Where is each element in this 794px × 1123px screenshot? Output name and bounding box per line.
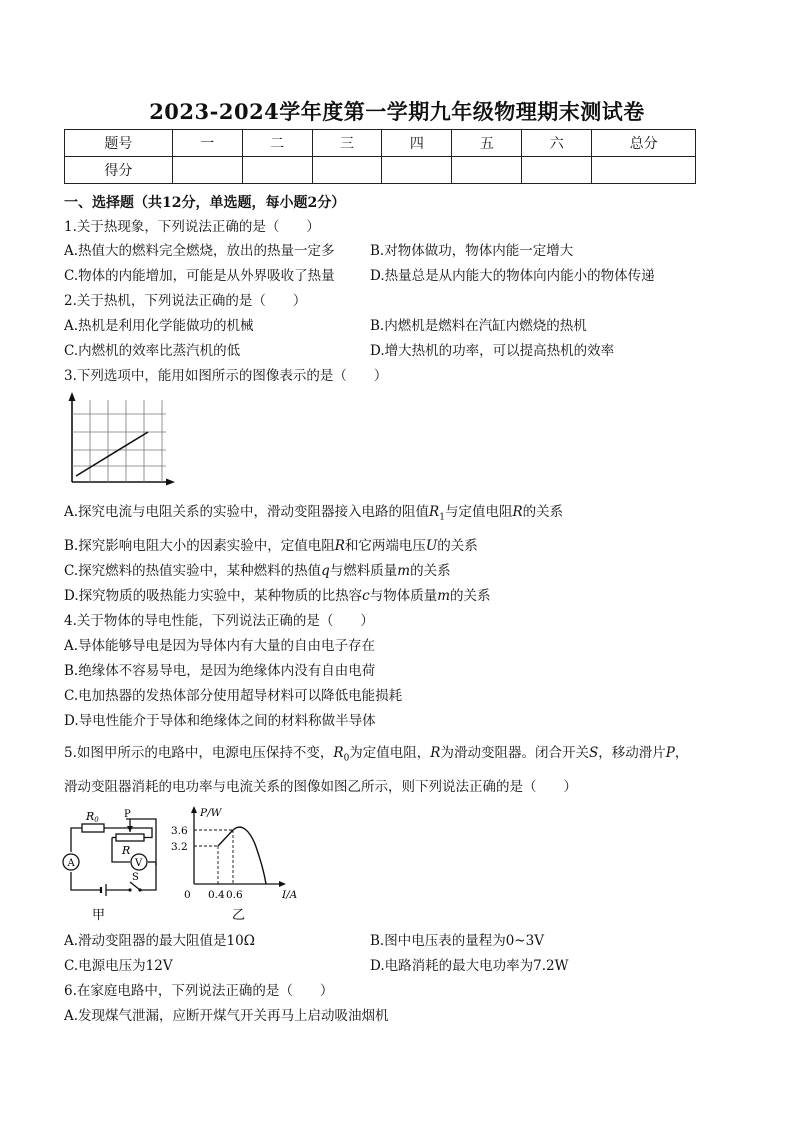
score-blank-cell[interactable]	[172, 157, 242, 184]
q6-option-a: A.发现煤气泄漏，应断开煤气开关再马上启动吸油烟机	[64, 1008, 389, 1024]
q5-option-b: B.图中电压表的量程为0~3V	[370, 933, 544, 949]
graph-y-label: P/W	[200, 807, 222, 819]
q4-option-b: B.绝缘体不容易导电，是因为绝缘体内没有自由电荷	[64, 663, 376, 679]
circuit-caption: 甲	[92, 908, 106, 923]
q6-stem: 6.在家庭电路中，下列说法正确的是（ ）	[64, 983, 334, 999]
q1-stem: 1.关于热现象，下列说法正确的是（ ）	[64, 219, 320, 235]
score-blank-cell[interactable]	[382, 157, 452, 184]
score-header-cell: 四	[382, 130, 452, 157]
sliding-rheostat	[116, 834, 144, 841]
q3-y-arrow	[69, 392, 76, 401]
q3-option-a: A.探究电流与电阻关系的实验中，滑动变阻器接入电路的阻值$R_1$与定值电阻R的关系	[64, 504, 564, 523]
q1-option-c: C.物体的内能增加，可能是从外界吸收了热量	[64, 268, 335, 284]
q5-option-c: C.电源电压为12V	[64, 958, 173, 974]
q2-option-b: B.内燃机是燃料在汽缸内燃烧的热机	[370, 318, 587, 334]
graph-origin: 0	[184, 889, 191, 901]
q5-circuit-diagram	[60, 806, 180, 924]
section-heading: 一、选择题（共12分，单选题，每小题2分）	[64, 195, 346, 211]
p-label: P	[124, 809, 131, 820]
q4-option-a: A.导体能够导电是因为导体内有大量的自由电子存在	[64, 638, 376, 654]
score-header-cell: 五	[452, 130, 522, 157]
score-table	[64, 129, 696, 184]
r0-resistor	[82, 824, 104, 832]
score-blank-cell[interactable]	[242, 157, 312, 184]
graph-x-tick: 0.4	[208, 889, 225, 901]
q3-stem: 3.下列选项中，能用如图所示的图像表示的是（ ）	[64, 368, 388, 384]
score-header-cell: 一	[172, 130, 242, 157]
q5-stem-line1: 5.如图甲所示的电路中，电源电压保持不变，$R_0$为定值电阻，R为滑动变阻器。闭合开关S，移动滑片P，	[64, 745, 689, 764]
q5-stem-line2: 滑动变阻器消耗的电功率与电流关系的图像如图乙所示，则下列说法正确的是（ ）	[64, 779, 577, 795]
q5-power-current-graph	[170, 802, 310, 924]
score-blank-cell[interactable]	[452, 157, 522, 184]
graph-y-tick: 3.6	[171, 825, 188, 837]
r-label: R	[122, 844, 131, 857]
graph-x-label: I/A	[282, 889, 298, 901]
q4-option-c: C.电加热器的发热体部分使用超导材料可以降低电能损耗	[64, 688, 403, 704]
score-row-label: 得分	[65, 157, 173, 184]
score-blank-cell[interactable]	[592, 157, 696, 184]
graph-y-tick: 3.2	[171, 841, 188, 853]
circuit-wire	[140, 862, 156, 890]
q3-data-line	[76, 432, 148, 476]
score-header-cell: 总分	[592, 130, 696, 157]
ammeter-label: A	[67, 858, 75, 869]
voltmeter-label: V	[135, 858, 143, 869]
slider-arrow	[127, 826, 133, 832]
score-table-score-row	[65, 157, 696, 184]
q3-x-arrow	[166, 479, 175, 486]
exam-title: 2023-2024学年度第一学期九年级物理期末测试卷	[149, 99, 645, 124]
score-blank-cell[interactable]	[522, 157, 592, 184]
switch-blade	[130, 882, 140, 890]
circuit-wire	[128, 828, 152, 838]
q2-stem: 2.关于热机，下列说法正确的是（ ）	[64, 293, 307, 309]
score-header-cell: 三	[312, 130, 382, 157]
q5-option-d: D.电路消耗的最大电功率为7.2W	[370, 958, 569, 974]
q3-option-b: B.探究影响电阻大小的因素实验中，定值电阻R和它两端电压U的关系	[64, 538, 478, 554]
q1-option-b: B.对物体做功，物体内能一定增大	[370, 243, 574, 259]
q1-option-a: A.热值大的燃料完全燃烧，放出的热量一定多	[64, 243, 335, 259]
graph-curve	[218, 827, 266, 884]
score-header-cell: 六	[522, 130, 592, 157]
score-header-cell: 题号	[65, 130, 173, 157]
graph-x-arrow	[279, 881, 286, 887]
q2-option-d: D.增大热机的功率，可以提高热机的效率	[370, 343, 615, 359]
graph-guide-lines	[194, 830, 233, 884]
circuit-wire	[71, 828, 82, 852]
q1-option-d: D.热量总是从内能大的物体向内能小的物体传递	[370, 268, 655, 284]
score-blank-cell[interactable]	[312, 157, 382, 184]
circuit-wire	[71, 872, 101, 890]
q3-linear-graph	[62, 390, 178, 486]
score-table-header-row	[65, 130, 696, 157]
r0-label: R0	[86, 810, 99, 824]
q3-option-c: C.探究燃料的热值实验中，某种燃料的热值q与燃料质量m的关系	[64, 563, 451, 579]
q2-option-c: C.内燃机的效率比蒸汽机的低	[64, 343, 241, 359]
score-header-cell: 二	[242, 130, 312, 157]
q4-stem: 4.关于物体的导电性能，下列说法正确的是（ ）	[64, 613, 374, 629]
q4-option-d: D.导电性能介于导体和绝缘体之间的材料称做半导体	[64, 713, 376, 729]
switch-label: S	[132, 872, 139, 883]
q5-option-a: A.滑动变阻器的最大阻值是10Ω	[64, 933, 255, 949]
graph-x-tick: 0.6	[226, 889, 243, 901]
q2-option-a: A.热机是利用化学能做功的机械	[64, 318, 254, 334]
graph-y-arrow	[191, 806, 197, 813]
graph-caption: 乙	[232, 908, 246, 923]
q3-option-d: D.探究物质的吸热能力实验中，某种物质的比热容c与物体质量m的关系	[64, 588, 491, 604]
